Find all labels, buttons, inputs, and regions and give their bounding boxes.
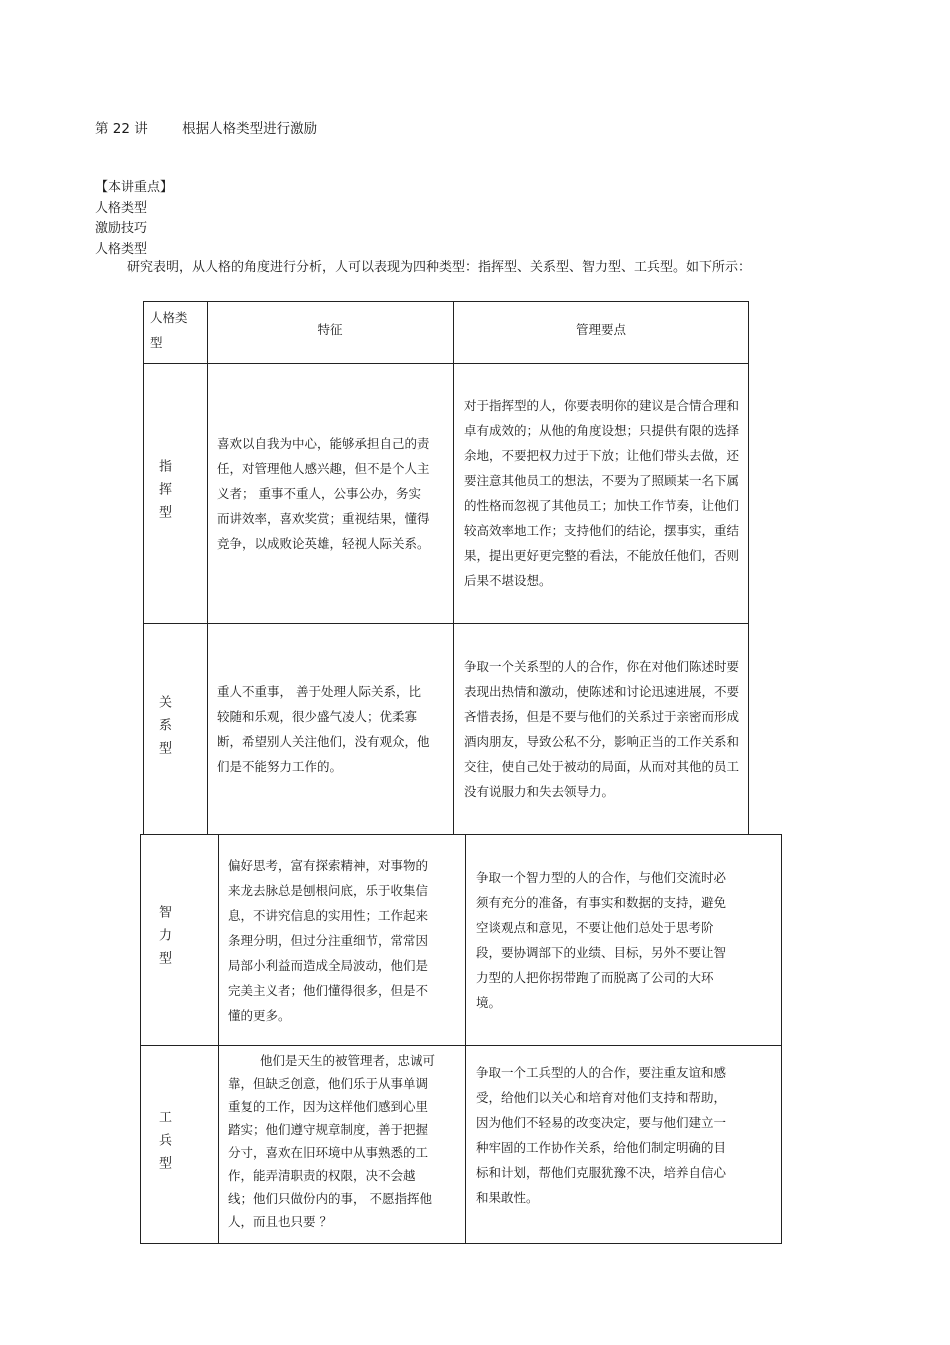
section-heading: 【本讲重点】 bbox=[95, 180, 174, 195]
mgmt-text: 对于指挥型的人，你要表明你的建议是合情合理和卓有成效的；从他的角度设想；只提供有限的选择余地，不要把权力过于下放；让他们带头去做，还要注意其他员工的想法，不要为了照顾某一名下属的性格而忽视了其他员工；加快工作节奏，让他们较高效率地工作；支持他们的结论，摆事实，重结果，提出更好更完整的看法，不能放任他们，否则后果不堪设想。 bbox=[464, 398, 740, 588]
intro-paragraph: 研究表明，从人格的角度进行分析，人可以表现为四种类型：指挥型、关系型、智力型、工兵型。如下所示： bbox=[127, 260, 752, 275]
feature-text: 他们是天生的被管理者，忠诚可靠，但缺乏创意，他们乐于从事单调重复的工作，因为这样他们感到心里踏实；他们遵守规章制度，善于把握分寸，喜欢在旧环境中从事熟悉的工作，能弄清职责的权限，决不会越线；他们只做份内的事， 不愿指挥他人，而且也只要 ？ bbox=[228, 1053, 436, 1229]
mgmt-text: 争取一个工兵型的人的合作，要注重友谊和感受，给他们以关心和培育对他们支持和帮助，因为他们不轻易的改变决定，要与他们建立一种牢固的工作协作关系，给他们制定明确的目标和计划，帮他们克服犹豫不决，培养自信心和果敢性。 bbox=[476, 1065, 727, 1205]
feature-text: 偏好思考，富有探索精神，对事物的来龙去脉总是刨根问底，乐于收集信息，不讲究信息的实用性；工作起来条理分明，但过分注重细节，常常因局部小利益而造成全局波动，他们是完美主义者；他们懂得很多，但是不懂的更多。 bbox=[228, 858, 429, 1023]
header-mgmt: 管理要点 bbox=[575, 322, 626, 337]
feature-text: 喜欢以自我为中心，能够承担自己的责任，对管理他人感兴趣，但不是个人主义者； 重事不重人，公事公办，务实而讲效率，喜欢奖赏；重视结果，懂得竞争，以成败论英雄，轻视人际关系。 bbox=[217, 435, 430, 551]
feature-text: 重人不重事， 善于处理人际关系，比较随和乐观，很少盛气凌人；优柔寡断，希望别人关注他们，没有观众，他们是不能努力工作的。 bbox=[217, 684, 430, 774]
point-item: 人格类型 bbox=[95, 201, 148, 216]
mgmt-text: 争取一个关系型的人的合作，你在对他们陈述时要表现出热情和激动，使陈述和讨论迅速进展，不要吝惜表扬，但是不要与他们的关系过于亲密而形成酒肉朋友，导致公私不分，影响正当的工作关系和交往，使自己处于被动的局面，从而对其他的员工没有说服力和失去领导力。 bbox=[464, 659, 740, 799]
mgmt-text: 争取一个智力型的人的合作，与他们交流时必须有充分的准备，有事实和数据的支持，避免空谈观点和意见，不要让他们总处于思考阶段，要协调部下的业绩、目标，另外不要让智力型的人把你拐带跑了而脱离了公司的大环境。 bbox=[476, 869, 727, 1010]
header-type: 人格类型 bbox=[150, 310, 188, 350]
header-feature: 特征 bbox=[317, 322, 343, 337]
type-label: 智力型 bbox=[156, 905, 171, 974]
lecture-title: 第 22 讲 根据人格类型进行激励 bbox=[95, 121, 318, 137]
type-label: 关系型 bbox=[156, 694, 171, 764]
type-label: 工兵型 bbox=[156, 1110, 171, 1179]
point-item: 人格类型 bbox=[95, 242, 148, 257]
point-item: 激励技巧 bbox=[95, 221, 148, 236]
type-label: 指挥型 bbox=[156, 458, 171, 528]
